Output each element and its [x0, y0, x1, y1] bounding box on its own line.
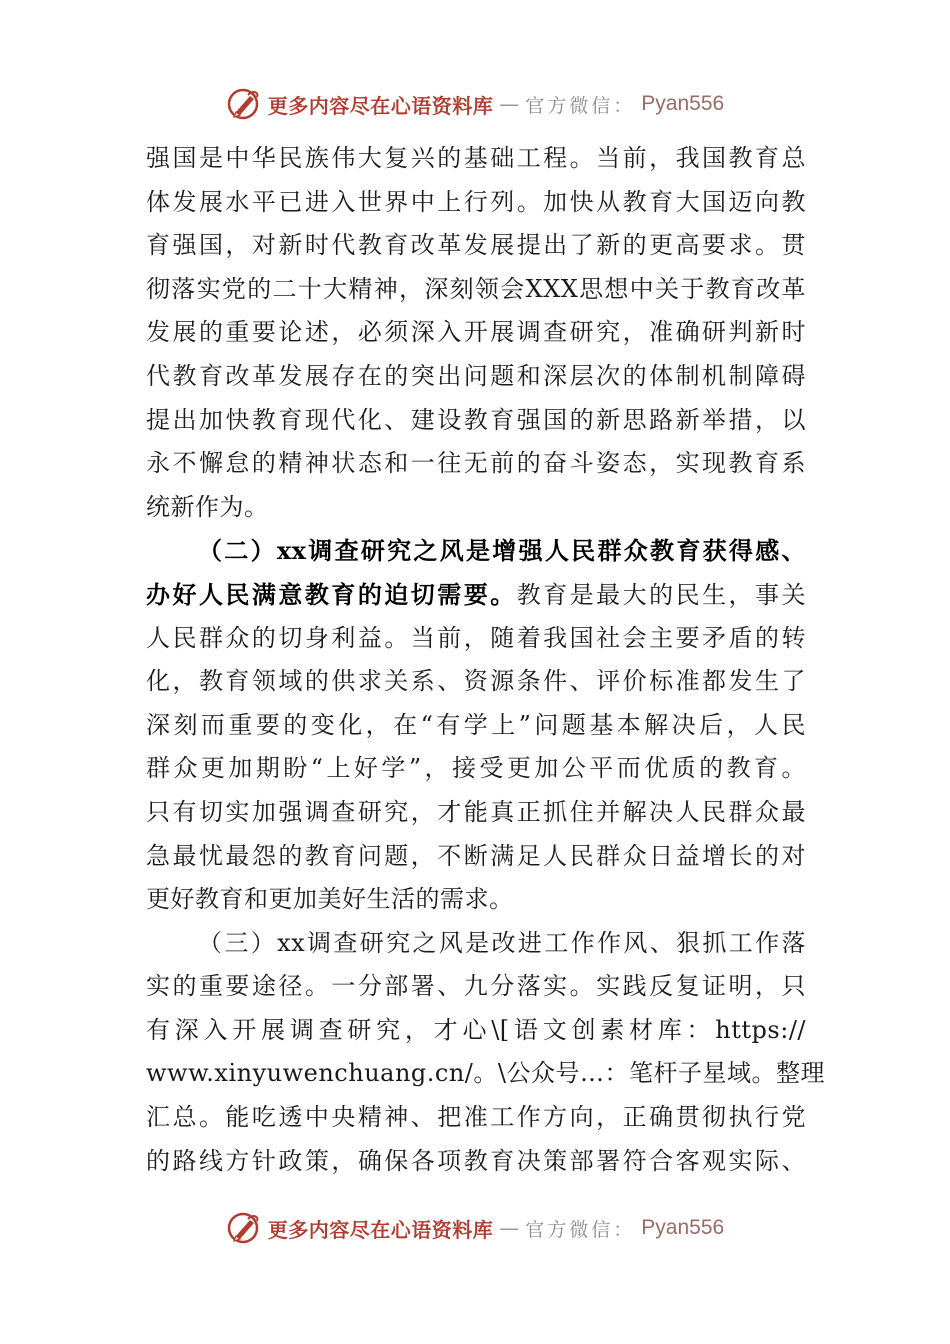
banner-title: 更多内容尽在心语资料库 — [267, 93, 494, 118]
text-line: www.xinyuwenchuang.cn/。\公众号…：笔杆子星域。整理 — [146, 1059, 825, 1088]
text-line — [146, 573, 806, 617]
text-line: 发展的重要论述，必须深入开展调查研究，准确研判新时 — [146, 318, 806, 347]
text-line: 实的重要途径。一分部署、九分落实。实践反复证明，只 — [146, 972, 806, 1001]
text-line: 的路线方针政策，确保各项教育决策部署符合客观实际、 — [146, 1146, 806, 1175]
text-line: 群众更加期盼“上好学”，接受更加公平而优质的教育。 — [146, 754, 806, 783]
text-line: 急最忧最怨的教育问题，不断满足人民群众日益增长的对 — [146, 841, 806, 870]
footer-watermark-banner — [0, 1206, 950, 1250]
banner-wechat-id: Pyan556 — [641, 92, 725, 115]
text-span: 教育是最大的民生，事关 — [516, 580, 807, 609]
paragraph-2 — [146, 529, 806, 921]
text-line: 统新作为。 — [146, 492, 269, 521]
text-line: 强国是中华民族伟大复兴的基础工程。当前，我国教育总 — [146, 144, 806, 172]
text-line: 汇总。能吃透中央精神、把准工作方向，正确贯彻执行党 — [146, 1103, 806, 1132]
banner-wechat-label: 官方微信： — [525, 94, 636, 117]
pen-logo-icon — [226, 1210, 262, 1246]
text-line: 人民群众的切身利益。当前，随着我国社会主要矛盾的转 — [146, 623, 806, 652]
text-line: 有深入开展调查研究，才心\[语文创素材库：https:// — [146, 1015, 806, 1044]
text-line: 只有切实加强调查研究，才能真正抓住并解决人民群众最 — [146, 797, 806, 826]
banner-wechat-label: 官方微信： — [525, 1218, 636, 1241]
text-line: 深刻而重要的变化，在“有学上”问题基本解决后，人民 — [146, 710, 806, 739]
text-line: 化，教育领域的供求关系、资源条件、评价标准都发生了 — [146, 667, 806, 696]
text-line: 代教育改革发展存在的突出问题和深层次的体制机制障碍 — [146, 361, 806, 390]
text-line: 永不懈怠的精神状态和一往无前的奋斗姿态，实现教育系 — [146, 449, 806, 478]
text-line: 更好教育和更加美好生活的需求。 — [146, 885, 514, 914]
banner-dash: — — [499, 92, 520, 116]
banner-wechat-id: Pyan556 — [641, 1216, 725, 1239]
document-body — [146, 137, 825, 1183]
header-watermark-banner — [0, 82, 950, 126]
text-line: 提出加快教育现代化、建设教育强国的新思路新举措，以 — [146, 405, 806, 434]
text-line: 体发展水平已进入世界中上行列。加快从教育大国迈向教 — [146, 187, 806, 216]
section-heading-2: （二）xx调查研究之风是增强人民群众教育获得感、 — [198, 536, 806, 566]
banner-title: 更多内容尽在心语资料库 — [267, 1217, 494, 1242]
text-line: 彻落实党的二十大精神，深刻领会XXX思想中关于教育改革 — [146, 274, 806, 303]
paragraph-3 — [146, 922, 825, 1184]
text-line: （三）xx调查研究之风是改进工作作风、狠抓工作落 — [198, 928, 806, 957]
text-line — [146, 529, 806, 573]
paragraph-1 — [146, 137, 806, 529]
section-heading-2-cont: 办好人民满意教育的迫切需要。 — [146, 579, 517, 609]
text-line: 育强国，对新时代教育改革发展提出了新的更高要求。贯 — [146, 231, 806, 260]
banner-dash: — — [499, 1216, 520, 1240]
pen-logo-icon — [226, 86, 262, 122]
